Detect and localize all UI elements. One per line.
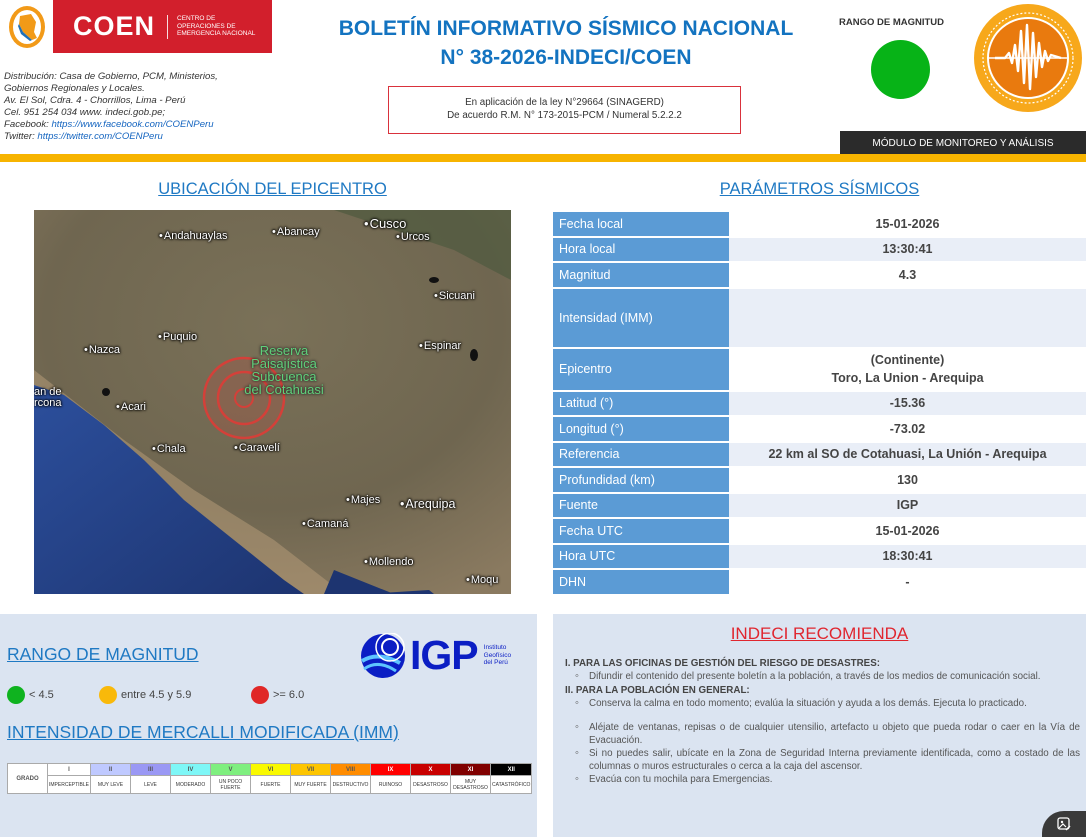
imm-level: VII (291, 764, 331, 776)
igp-globe-icon (360, 633, 406, 679)
imm-desc: MUY DESASTROSO (451, 776, 491, 794)
table-row (553, 212, 1086, 236)
param-value-source: IGP (729, 494, 1086, 518)
epicenter-section-title: UBICACIÓN DEL EPICENTRO (158, 180, 387, 198)
imm-level: IX (371, 764, 411, 776)
imm-level: V (211, 764, 251, 776)
igp-logo (360, 632, 511, 679)
list-item: ◦ Evacúa con tu mochila para Emergencias. (575, 774, 1080, 787)
param-key: Hora local (553, 238, 729, 262)
imm-desc-row (8, 776, 532, 794)
igp-subtitle-line: del Perú (483, 659, 508, 667)
imm-level: III (131, 764, 171, 776)
section2-list (575, 698, 1080, 787)
igp-subtitle-line: Geofísico (483, 651, 512, 659)
param-key: Fecha local (553, 212, 729, 236)
param-key: Longitud (°) (553, 417, 729, 441)
imm-desc: IMPERCEPTIBLE (48, 776, 91, 794)
param-value-depth: 130 (729, 468, 1086, 492)
magnitude-indicator-green (871, 40, 930, 99)
imm-level: VI (251, 764, 291, 776)
seismic-parameters-table (553, 210, 1086, 596)
param-key: Intensidad (IMM) (553, 289, 729, 347)
recommendations-body (565, 656, 1080, 788)
igp-wordmark: IGP (410, 632, 478, 678)
map-label-chala: • Chala (152, 443, 186, 455)
imm-desc: MUY LEVE (91, 776, 131, 794)
coen-subtitle-line: CENTRO DE (177, 15, 216, 23)
epicenter-map[interactable] (34, 210, 511, 594)
param-key: Fuente (553, 494, 729, 518)
param-value-intensity (729, 289, 1086, 347)
map-label-urcos: • Urcos (396, 231, 430, 243)
module-banner: MÓDULO DE MONITOREO Y ANÁLISIS (840, 131, 1086, 155)
imm-level: XI (451, 764, 491, 776)
table-row (553, 545, 1086, 569)
table-row (553, 289, 1086, 347)
address-line: Av. El Sol, Cdra. 4 - Chorrillos, Lima - Perú (4, 95, 186, 107)
param-key: Hora UTC (553, 545, 729, 569)
param-value-epicenter (729, 349, 1086, 390)
satellite-map-image (34, 210, 511, 594)
bulletin-number: N° 38-2026-INDECI/COEN (440, 46, 692, 69)
recommendations-title: INDECI RECOMIENDA (730, 624, 909, 643)
table-row (553, 263, 1086, 287)
table-row (553, 519, 1086, 543)
list-item: ◦ Aléjate de ventanas, repisas o de cualquier utensilio, artefacto u objeto que pueda rodar o caer en la Vía de Evacuación. (575, 722, 1080, 747)
phone-line: Cel. 951 254 034 www. indeci.gob.pe; (4, 107, 166, 119)
param-value-local-time: 13:30:41 (729, 238, 1086, 262)
map-label-nazca: • Nazca (84, 344, 120, 356)
igp-subtitle-line: Instituto (483, 644, 507, 652)
yellow-dot-icon (99, 686, 117, 704)
distribution-line: Distribución: Casa de Gobierno, PCM, Ministerios, (4, 71, 218, 82)
imm-level: II (91, 764, 131, 776)
map-label-majes: • Majes (346, 494, 380, 506)
legend-label-high: >= 6.0 (273, 689, 305, 701)
twitter-label: Twitter: (4, 131, 38, 143)
map-label-arequipa: • Arequipa (400, 497, 455, 511)
map-label-acari: • Acari (116, 401, 146, 413)
param-key: Profundidad (km) (553, 468, 729, 492)
param-key: Magnitud (553, 263, 729, 287)
coen-subtitle (177, 15, 255, 38)
param-value-latitude: -15.36 (729, 392, 1086, 416)
indeci-emblem (0, 0, 53, 53)
map-label-abancay: • Abancay (272, 226, 320, 238)
coen-subtitle-line: OPERACIONES DE (177, 22, 236, 30)
imm-level-row (8, 764, 532, 776)
distribution-info (4, 71, 294, 144)
bulletin-title-line1: BOLETÍN INFORMATIVO SÍSMICO NACIONAL (338, 17, 794, 40)
section1-title: I. PARA LAS OFICINAS DE GESTIÓN DEL RIESGO DE DESASTRES: (565, 658, 880, 669)
peru-emblem-icon (7, 4, 47, 50)
imm-level: XII (491, 764, 532, 776)
param-value-longitude: -73.02 (729, 417, 1086, 441)
imm-desc: FUERTE (251, 776, 291, 794)
param-value-reference: 22 km al SO de Cotahuasi, La Unión - Arequipa (729, 443, 1086, 467)
param-value-local-date: 15-01-2026 (729, 212, 1086, 236)
imm-desc: DESASTROSO (411, 776, 451, 794)
coen-subtitle-line: EMERGENCIA NACIONAL (177, 30, 256, 38)
imm-level: I (48, 764, 91, 776)
table-row (553, 468, 1086, 492)
imm-level: VIII (331, 764, 371, 776)
map-label-cusco: • Cusco (364, 216, 406, 231)
param-key: Referencia (553, 443, 729, 467)
imm-desc: UN POCO FUERTE (211, 776, 251, 794)
table-row (553, 392, 1086, 416)
param-key: Latitud (°) (553, 392, 729, 416)
epicenter-zone: (Continente) (870, 353, 945, 367)
list-item: ◦ Conserva la calma en todo momento; evalúa la situación y ayuda a los demás. Ejecuta lo practicado. (575, 698, 1080, 711)
map-label-caraveli: • Caravelí (234, 442, 280, 454)
recommendations-panel (553, 614, 1086, 837)
image-edit-icon (1056, 816, 1072, 832)
imm-desc: MODERADO (171, 776, 211, 794)
section1-list (575, 671, 1080, 684)
law-line: En aplicación de la ley N°29664 (SINAGERD) (465, 97, 664, 108)
imm-desc: LEVE (131, 776, 171, 794)
magnitude-legend (7, 686, 304, 704)
imm-level: X (411, 764, 451, 776)
legal-reference-box (388, 86, 741, 134)
seismograph-logo-icon (973, 3, 1083, 113)
facebook-line (4, 119, 294, 131)
table-row (553, 494, 1086, 518)
map-label-reserve: Reserva Paisajística Subcuenca del Cotahuasi (244, 343, 324, 397)
param-key: Epicentro (553, 349, 729, 390)
table-row (553, 443, 1086, 467)
list-item: ◦ Si no puedes salir, ubícate en la Zona de Seguridad Interna previamente identificada, como a costado de las columnas o muros estructurales o cerca a la caja del ascensor. (575, 748, 1080, 773)
param-key: Fecha UTC (553, 519, 729, 543)
facebook-label: Facebook: (4, 119, 52, 131)
section2-title: II. PARA LA POBLACIÓN EN GENERAL: (565, 685, 750, 696)
param-value-dhn: - (729, 570, 1086, 594)
table-row (553, 570, 1086, 594)
list-item: ◦ Difundir el contenido del presente boletín a la población, a través de los medios de comunicación social. (575, 671, 1080, 684)
parameters-section-title: PARÁMETROS SÍSMICOS (719, 180, 920, 198)
table-row (553, 238, 1086, 262)
twitter-link[interactable]: https://twitter.com/COENPeru (37, 131, 163, 143)
header-divider (0, 154, 1086, 162)
imm-desc: MUY FUERTE (291, 776, 331, 794)
map-label-espinar: • Espinar (419, 340, 461, 352)
map-label-san-juan-marcona: an de rcona (34, 386, 62, 409)
map-label-sicuani: • Sicuani (434, 290, 475, 302)
table-row (553, 349, 1086, 390)
map-label-moquegua: • Moqu (466, 574, 498, 586)
imm-level: IV (171, 764, 211, 776)
twitter-line (4, 131, 294, 143)
bulletin-title (296, 14, 836, 72)
logo-divider (167, 15, 168, 39)
epicenter-location: Toro, La Union - Arequipa (831, 371, 984, 385)
coen-brand: COEN (73, 11, 156, 41)
magnitude-range-label: RANGO DE MAGNITUD (839, 17, 945, 28)
map-label-mollendo: • Mollendo (364, 556, 414, 568)
grado-label: GRADO (8, 764, 48, 794)
imm-title: INTENSIDAD DE MERCALLI MODIFICADA (IMM) (7, 722, 399, 742)
magnitude-range-title: RANGO DE MAGNITUD (7, 644, 199, 664)
igp-subtitle (484, 644, 511, 667)
param-key: DHN (553, 570, 729, 594)
distribution-line: Gobiernos Regionales y Locales. (4, 83, 145, 95)
magnitude-intensity-panel (0, 614, 537, 837)
green-dot-icon (7, 686, 25, 704)
legend-label-mid: entre 4.5 y 5.9 (121, 689, 192, 701)
imm-desc: CATASTRÓFICO (491, 776, 532, 794)
legend-label-low: < 4.5 (29, 689, 54, 701)
facebook-link[interactable]: https://www.facebook.com/COENPeru (51, 119, 214, 131)
param-value-utc-date: 15-01-2026 (729, 519, 1086, 543)
param-value-utc-time: 18:30:41 (729, 545, 1086, 569)
map-label-camana: • Camaná (302, 518, 348, 530)
imm-desc: DESTRUCTIVO (331, 776, 371, 794)
rm-line: De acuerdo R.M. N° 173-2015-PCM / Numeral 5.2.2.2 (447, 110, 682, 121)
map-label-andahuaylas: • Andahuaylas (159, 230, 227, 242)
param-value-magnitude: 4.3 (729, 263, 1086, 287)
coen-logo-bar (0, 0, 272, 53)
table-row (553, 417, 1086, 441)
mercalli-intensity-table (7, 763, 532, 794)
imm-desc: RUINOSO (371, 776, 411, 794)
red-dot-icon (251, 686, 269, 704)
map-label-puquio: • Puquio (158, 331, 197, 343)
